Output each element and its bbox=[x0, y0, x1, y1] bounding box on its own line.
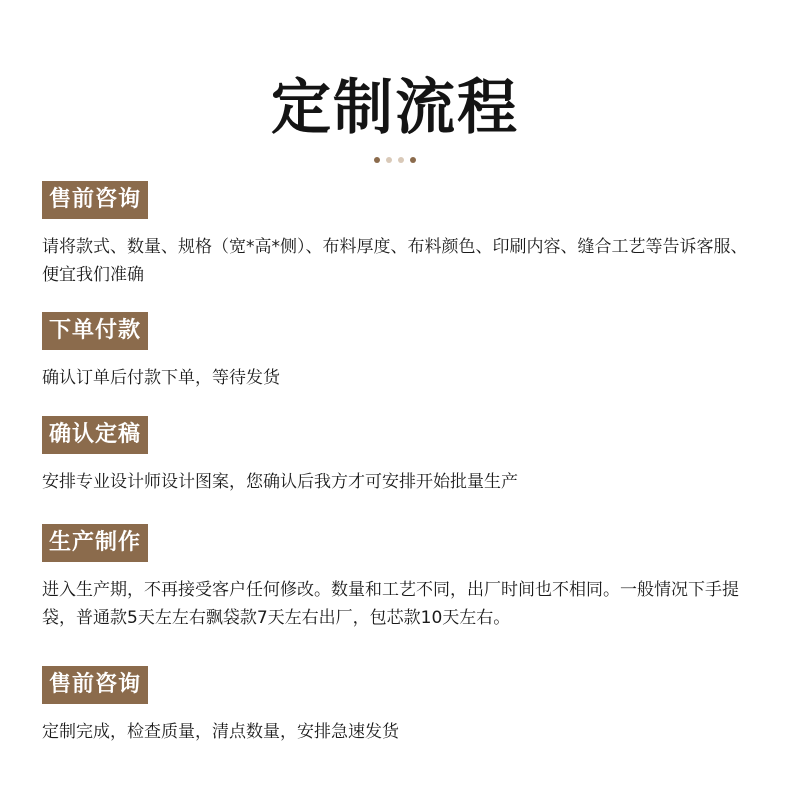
step-description: 确认订单后付款下单，等待发货 bbox=[42, 368, 280, 388]
step-label: 确认定稿 bbox=[42, 416, 148, 454]
step-section bbox=[42, 181, 762, 289]
divider-dot bbox=[374, 157, 380, 163]
step-label: 下单付款 bbox=[42, 312, 148, 350]
step-description: 安排专业设计师设计图案，您确认后我方才可安排开始批量生产 bbox=[42, 472, 518, 492]
title-divider-dots bbox=[0, 157, 790, 163]
step-description: 请将款式、数量、规格（宽*高*侧）、布料厚度、布料颜色、印刷内容、缝合工艺等告诉客服、便宜我们准确 bbox=[42, 237, 748, 285]
step-section bbox=[42, 312, 762, 392]
step-label: 售前咨询 bbox=[42, 181, 148, 219]
divider-dot bbox=[410, 157, 416, 163]
step-description: 定制完成，检查质量，清点数量，安排急速发货 bbox=[42, 722, 399, 742]
page-title: 定制流程 bbox=[271, 73, 519, 143]
divider-dot bbox=[386, 157, 392, 163]
step-section bbox=[42, 416, 762, 496]
step-label: 售前咨询 bbox=[42, 666, 148, 704]
step-section bbox=[42, 666, 762, 746]
step-label: 生产制作 bbox=[42, 524, 148, 562]
divider-dot bbox=[398, 157, 404, 163]
step-section bbox=[42, 524, 762, 632]
step-description: 进入生产期，不再接受客户任何修改。数量和工艺不同，出厂时间也不相同。一般情况下手提袋，普通款5天左左右飘袋款7天左右出厂，包芯款10天左右。 bbox=[42, 580, 739, 628]
